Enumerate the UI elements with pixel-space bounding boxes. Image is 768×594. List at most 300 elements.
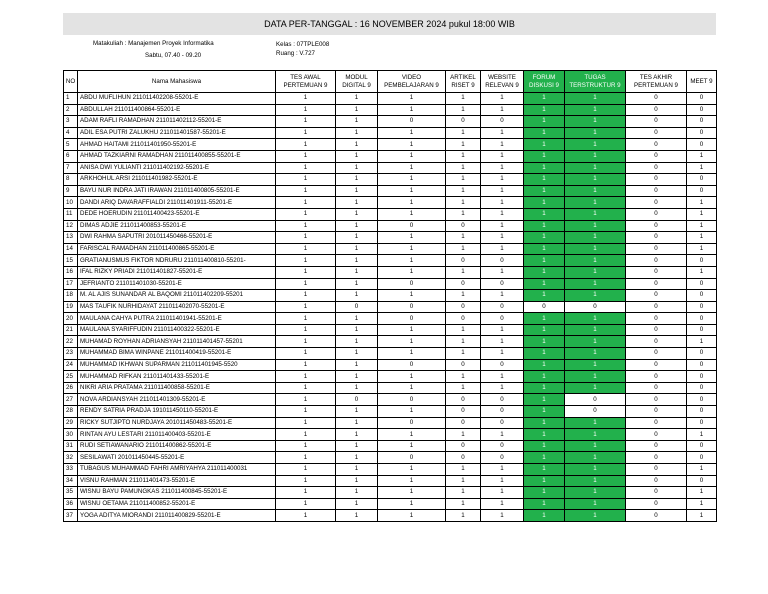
score-cell: 1	[336, 127, 378, 139]
score-cell: 1	[336, 475, 378, 487]
score-cell: 1	[524, 313, 565, 325]
score-cell: 1	[378, 348, 446, 360]
score-cell: 1	[565, 174, 626, 186]
student-name: BAYU NUR INDRA JATI IRAWAN 211011400805-55201-E	[78, 185, 276, 197]
score-cell: 1	[565, 464, 626, 476]
score-cell: 0	[687, 394, 717, 406]
score-cell: 1	[565, 440, 626, 452]
score-cell: 1	[446, 232, 481, 244]
score-cell: 0	[626, 510, 687, 522]
score-cell: 0	[687, 359, 717, 371]
score-cell: 1	[336, 336, 378, 348]
student-name: FARISCAL RAMADHAN 211011400865-55201-E	[78, 243, 276, 255]
score-cell: 0	[687, 185, 717, 197]
score-cell: 1	[446, 336, 481, 348]
score-cell: 0	[626, 290, 687, 302]
score-cell: 1	[276, 440, 336, 452]
score-cell: 1	[446, 464, 481, 476]
student-name: RUDI SETIAWANARIO 211011400862-55201-E	[78, 440, 276, 452]
score-cell: 1	[276, 348, 336, 360]
score-cell: 0	[626, 313, 687, 325]
score-cell: 1	[565, 359, 626, 371]
score-cell: 0	[626, 475, 687, 487]
score-cell: 1	[481, 429, 524, 441]
column-header: WEBSITE RELEVAN 9	[481, 71, 524, 93]
score-cell: 1	[276, 313, 336, 325]
student-name: RICKY SUTJIPTO NURDJAYA 201011450483-55201-E	[78, 417, 276, 429]
score-cell: 1	[336, 348, 378, 360]
score-cell: 0	[446, 394, 481, 406]
score-cell: 1	[378, 197, 446, 209]
student-name: MUHAMMAD IKHWAN SUPARMAN 211011401945-5520	[78, 359, 276, 371]
score-cell: 1	[481, 93, 524, 105]
score-cell: 1	[524, 382, 565, 394]
score-cell: 1	[336, 324, 378, 336]
student-name: MAULANA CAHYA PUTRA 211011401941-55201-E	[78, 313, 276, 325]
score-cell: 1	[524, 290, 565, 302]
student-name: MUHAMAD ROYHAN ADRIANSYAH 211011401457-55201	[78, 336, 276, 348]
score-cell: 1	[336, 371, 378, 383]
student-name: AHMAD TAZKIARNI RAMADHAN 211011400855-55201-E	[78, 150, 276, 162]
score-cell: 0	[687, 348, 717, 360]
score-cell: 1	[446, 348, 481, 360]
column-header: TUGAS TERSTRUKTUR 9	[565, 71, 626, 93]
row-number: 2	[64, 104, 78, 116]
score-cell: 1	[565, 290, 626, 302]
score-cell: 0	[626, 498, 687, 510]
score-cell: 1	[524, 150, 565, 162]
row-number: 28	[64, 406, 78, 418]
row-number: 22	[64, 336, 78, 348]
score-cell: 1	[524, 255, 565, 267]
score-cell: 1	[524, 139, 565, 151]
score-cell: 1	[524, 278, 565, 290]
score-cell: 1	[336, 266, 378, 278]
student-name: AHMAD HAITAMI 211011401950-55201-E	[78, 139, 276, 151]
row-number: 35	[64, 487, 78, 499]
score-cell: 1	[565, 243, 626, 255]
score-cell: 1	[481, 324, 524, 336]
score-cell: 1	[446, 487, 481, 499]
score-cell: 1	[336, 174, 378, 186]
table-row	[64, 348, 717, 360]
score-cell: 1	[276, 232, 336, 244]
row-number: 24	[64, 359, 78, 371]
score-cell: 1	[336, 185, 378, 197]
score-cell: 0	[626, 174, 687, 186]
table-row	[64, 301, 717, 313]
score-cell: 1	[565, 139, 626, 151]
score-cell: 0	[687, 382, 717, 394]
score-cell: 1	[378, 232, 446, 244]
score-cell: 1	[378, 290, 446, 302]
score-cell: 1	[336, 464, 378, 476]
row-number: 19	[64, 301, 78, 313]
score-cell: 1	[446, 243, 481, 255]
row-number: 16	[64, 266, 78, 278]
score-cell: 0	[626, 127, 687, 139]
column-header: MODUL DIGITAL 9	[336, 71, 378, 93]
score-cell: 0	[481, 452, 524, 464]
score-cell: 1	[276, 301, 336, 313]
column-header: NO	[64, 71, 78, 93]
score-cell: 1	[276, 278, 336, 290]
student-name: MAS TAUFIK NURHIDAYAT 211011402070-55201-E	[78, 301, 276, 313]
table-row	[64, 243, 717, 255]
score-cell: 1	[481, 290, 524, 302]
score-cell: 0	[565, 406, 626, 418]
score-cell: 1	[378, 162, 446, 174]
student-name: M. AL AJIS SUNANDAR AL BAQOMI 211011402209-55201	[78, 290, 276, 302]
score-cell: 0	[687, 406, 717, 418]
score-cell: 1	[378, 475, 446, 487]
score-cell: 1	[481, 162, 524, 174]
room: Ruang : V.727	[276, 50, 315, 57]
row-number: 9	[64, 185, 78, 197]
score-cell: 1	[276, 510, 336, 522]
score-cell: 1	[524, 359, 565, 371]
row-number: 17	[64, 278, 78, 290]
score-cell: 1	[524, 104, 565, 116]
student-name: ADIL ESA PUTRI ZALUKHU 211011401587-55201-E	[78, 127, 276, 139]
score-cell: 0	[446, 116, 481, 128]
score-cell: 1	[481, 139, 524, 151]
student-name: MAULANA SYARIFFUDIN 211011400322-55201-E	[78, 324, 276, 336]
table-row	[64, 487, 717, 499]
column-header: Nama Mahasiswa	[78, 71, 276, 93]
score-cell: 1	[336, 290, 378, 302]
row-number: 5	[64, 139, 78, 151]
table-row	[64, 127, 717, 139]
score-cell: 0	[626, 104, 687, 116]
score-cell: 0	[524, 301, 565, 313]
score-cell: 1	[524, 220, 565, 232]
score-cell: 1	[687, 197, 717, 209]
student-name: DWI RAHMA SAPUTRI 201011450466-55201-E	[78, 232, 276, 244]
score-cell: 1	[565, 116, 626, 128]
score-cell: 0	[626, 324, 687, 336]
score-cell: 1	[336, 150, 378, 162]
row-number: 14	[64, 243, 78, 255]
score-cell: 1	[336, 278, 378, 290]
row-number: 8	[64, 174, 78, 186]
score-cell: 0	[446, 440, 481, 452]
table-row	[64, 336, 717, 348]
student-name: WISNU BAYU PAMUNGKAS 211011400845-55201-E	[78, 487, 276, 499]
table-row	[64, 150, 717, 162]
table-row	[64, 324, 717, 336]
score-cell: 0	[626, 116, 687, 128]
score-cell: 1	[524, 417, 565, 429]
score-cell: 1	[524, 93, 565, 105]
score-cell: 1	[524, 371, 565, 383]
table-row	[64, 197, 717, 209]
score-cell: 1	[524, 429, 565, 441]
row-number: 12	[64, 220, 78, 232]
score-cell: 1	[276, 382, 336, 394]
score-cell: 1	[276, 208, 336, 220]
score-cell: 0	[687, 475, 717, 487]
score-cell: 1	[276, 324, 336, 336]
score-cell: 1	[481, 174, 524, 186]
score-cell: 1	[687, 243, 717, 255]
row-number: 31	[64, 440, 78, 452]
score-cell: 0	[626, 382, 687, 394]
score-cell: 1	[565, 162, 626, 174]
score-cell: 1	[336, 406, 378, 418]
score-cell: 1	[378, 487, 446, 499]
table-row	[64, 440, 717, 452]
score-cell: 1	[565, 336, 626, 348]
table-row	[64, 93, 717, 105]
score-cell: 1	[446, 324, 481, 336]
score-cell: 1	[565, 382, 626, 394]
score-cell: 1	[524, 243, 565, 255]
score-cell: 1	[687, 232, 717, 244]
score-cell: 1	[687, 429, 717, 441]
score-cell: 0	[446, 417, 481, 429]
score-cell: 1	[446, 104, 481, 116]
score-cell: 1	[378, 139, 446, 151]
score-cell: 0	[687, 93, 717, 105]
score-cell: 0	[481, 301, 524, 313]
score-cell: 0	[687, 313, 717, 325]
score-cell: 1	[378, 104, 446, 116]
score-cell: 1	[565, 93, 626, 105]
score-cell: 0	[626, 93, 687, 105]
row-number: 27	[64, 394, 78, 406]
score-cell: 0	[687, 417, 717, 429]
score-cell: 0	[687, 127, 717, 139]
table-row	[64, 208, 717, 220]
score-cell: 1	[378, 243, 446, 255]
score-cell: 1	[524, 475, 565, 487]
score-cell: 0	[378, 359, 446, 371]
score-cell: 1	[276, 336, 336, 348]
score-cell: 1	[276, 394, 336, 406]
score-cell: 1	[276, 359, 336, 371]
table-row	[64, 220, 717, 232]
row-number: 23	[64, 348, 78, 360]
score-cell: 1	[481, 464, 524, 476]
table-row	[64, 174, 717, 186]
score-cell: 1	[336, 208, 378, 220]
score-cell: 1	[687, 336, 717, 348]
score-cell: 1	[687, 208, 717, 220]
score-cell: 0	[481, 313, 524, 325]
score-cell: 1	[565, 324, 626, 336]
score-cell: 1	[524, 348, 565, 360]
score-cell: 0	[626, 406, 687, 418]
score-cell: 1	[336, 359, 378, 371]
student-name: RINTAN AYU LESTARI 211011400403-55201-E	[78, 429, 276, 441]
student-name: WISNU OETAMA 211011400852-55201-E	[78, 498, 276, 510]
student-name: YOGA ADITYA MIORANDI 211011400829-55201-E	[78, 510, 276, 522]
student-name: ARKHOHUL ARSI 211011401982-55201-E	[78, 174, 276, 186]
score-cell: 1	[378, 510, 446, 522]
score-cell: 1	[336, 255, 378, 267]
student-name: GRATIANUSMUS FIKTOR NDRURU 211011400810-55201-	[78, 255, 276, 267]
score-cell: 1	[524, 266, 565, 278]
score-cell: 0	[626, 487, 687, 499]
score-cell: 1	[446, 162, 481, 174]
score-cell: 0	[481, 255, 524, 267]
score-cell: 1	[524, 336, 565, 348]
row-number: 29	[64, 417, 78, 429]
score-cell: 1	[276, 197, 336, 209]
score-cell: 1	[336, 498, 378, 510]
score-cell: 0	[446, 313, 481, 325]
score-cell: 1	[565, 232, 626, 244]
score-cell: 0	[687, 174, 717, 186]
score-cell: 1	[446, 382, 481, 394]
score-cell: 1	[378, 440, 446, 452]
score-cell: 0	[378, 452, 446, 464]
score-cell: 1	[276, 464, 336, 476]
table-header-row	[64, 71, 717, 93]
score-cell: 1	[276, 266, 336, 278]
score-cell: 1	[565, 255, 626, 267]
row-number: 37	[64, 510, 78, 522]
score-cell: 1	[446, 139, 481, 151]
score-cell: 0	[446, 278, 481, 290]
score-cell: 1	[446, 93, 481, 105]
score-cell: 0	[626, 452, 687, 464]
score-cell: 1	[276, 475, 336, 487]
score-cell: 0	[378, 278, 446, 290]
score-cell: 1	[336, 104, 378, 116]
score-cell: 1	[565, 371, 626, 383]
score-cell: 1	[378, 429, 446, 441]
score-cell: 1	[524, 208, 565, 220]
row-number: 1	[64, 93, 78, 105]
score-cell: 1	[446, 185, 481, 197]
report-title: DATA PER-TANGGAL : 16 NOVEMBER 2024 pukul 18:00 WIB	[63, 13, 716, 35]
score-cell: 0	[626, 394, 687, 406]
attendance-table	[63, 70, 717, 522]
score-cell: 1	[446, 174, 481, 186]
score-cell: 1	[276, 185, 336, 197]
table-row	[64, 278, 717, 290]
score-cell: 1	[378, 406, 446, 418]
score-cell: 1	[565, 417, 626, 429]
row-number: 7	[64, 162, 78, 174]
score-cell: 0	[687, 255, 717, 267]
score-cell: 1	[336, 220, 378, 232]
table-row	[64, 464, 717, 476]
score-cell: 1	[276, 150, 336, 162]
score-cell: 1	[446, 197, 481, 209]
score-cell: 1	[481, 487, 524, 499]
score-cell: 0	[687, 290, 717, 302]
score-cell: 1	[446, 266, 481, 278]
score-cell: 1	[565, 452, 626, 464]
student-name: NIKRI ARIA PRATAMA 211011400858-55201-E	[78, 382, 276, 394]
score-cell: 0	[481, 359, 524, 371]
student-name: MUHAMMAD RIFKAN 211011401433-55201-E	[78, 371, 276, 383]
score-cell: 1	[336, 197, 378, 209]
score-cell: 1	[378, 208, 446, 220]
score-cell: 1	[336, 417, 378, 429]
score-cell: 0	[687, 104, 717, 116]
score-cell: 0	[626, 139, 687, 151]
score-cell: 0	[565, 394, 626, 406]
score-cell: 1	[276, 220, 336, 232]
score-cell: 0	[481, 440, 524, 452]
score-cell: 1	[481, 185, 524, 197]
student-name: SESILAWATI 201011450445-55201-E	[78, 452, 276, 464]
score-cell: 1	[276, 127, 336, 139]
student-name: TUBAGUS MUHAMMAD FAHRI AMRIYAHYA 211011400031	[78, 464, 276, 476]
score-cell: 0	[626, 208, 687, 220]
score-cell: 0	[626, 429, 687, 441]
schedule: Sabtu, 07.40 - 09.20	[145, 52, 202, 59]
score-cell: 1	[336, 487, 378, 499]
score-cell: 1	[565, 150, 626, 162]
score-cell: 1	[336, 382, 378, 394]
score-cell: 0	[626, 220, 687, 232]
score-cell: 1	[481, 208, 524, 220]
row-number: 26	[64, 382, 78, 394]
row-number: 18	[64, 290, 78, 302]
score-cell: 1	[524, 185, 565, 197]
score-cell: 1	[565, 475, 626, 487]
score-cell: 1	[378, 150, 446, 162]
row-number: 21	[64, 324, 78, 336]
score-cell: 1	[336, 429, 378, 441]
score-cell: 0	[626, 440, 687, 452]
table-row	[64, 266, 717, 278]
student-name: VISNU RAHMAN 211011401473-55201-E	[78, 475, 276, 487]
score-cell: 1	[276, 139, 336, 151]
score-cell: 0	[687, 301, 717, 313]
score-cell: 0	[687, 452, 717, 464]
score-cell: 1	[687, 162, 717, 174]
row-number: 30	[64, 429, 78, 441]
student-name: ANISA DWI YULIANTI 211011402192-55201-E	[78, 162, 276, 174]
score-cell: 1	[276, 417, 336, 429]
row-number: 32	[64, 452, 78, 464]
score-cell: 1	[378, 324, 446, 336]
score-cell: 1	[481, 220, 524, 232]
score-cell: 0	[446, 359, 481, 371]
score-cell: 0	[446, 406, 481, 418]
score-cell: 1	[276, 104, 336, 116]
score-cell: 0	[626, 359, 687, 371]
score-cell: 1	[524, 440, 565, 452]
score-cell: 1	[524, 162, 565, 174]
score-cell: 0	[687, 278, 717, 290]
score-cell: 1	[446, 498, 481, 510]
score-cell: 1	[276, 429, 336, 441]
score-cell: 1	[378, 498, 446, 510]
score-cell: 1	[481, 498, 524, 510]
column-header: MEET 9	[687, 71, 717, 93]
student-name: DANDI ARIQ DAVARAFFIALDI 211011401911-55201-E	[78, 197, 276, 209]
column-header: TES AWAL PERTEMUAN 9	[276, 71, 336, 93]
score-cell: 1	[565, 348, 626, 360]
score-cell: 1	[336, 313, 378, 325]
score-cell: 1	[565, 278, 626, 290]
score-cell: 1	[687, 464, 717, 476]
table-row	[64, 394, 717, 406]
table-row	[64, 475, 717, 487]
column-header: ARTIKEL RISET 9	[446, 71, 481, 93]
score-cell: 1	[524, 394, 565, 406]
score-cell: 0	[626, 336, 687, 348]
score-cell: 1	[481, 382, 524, 394]
score-cell: 0	[626, 464, 687, 476]
